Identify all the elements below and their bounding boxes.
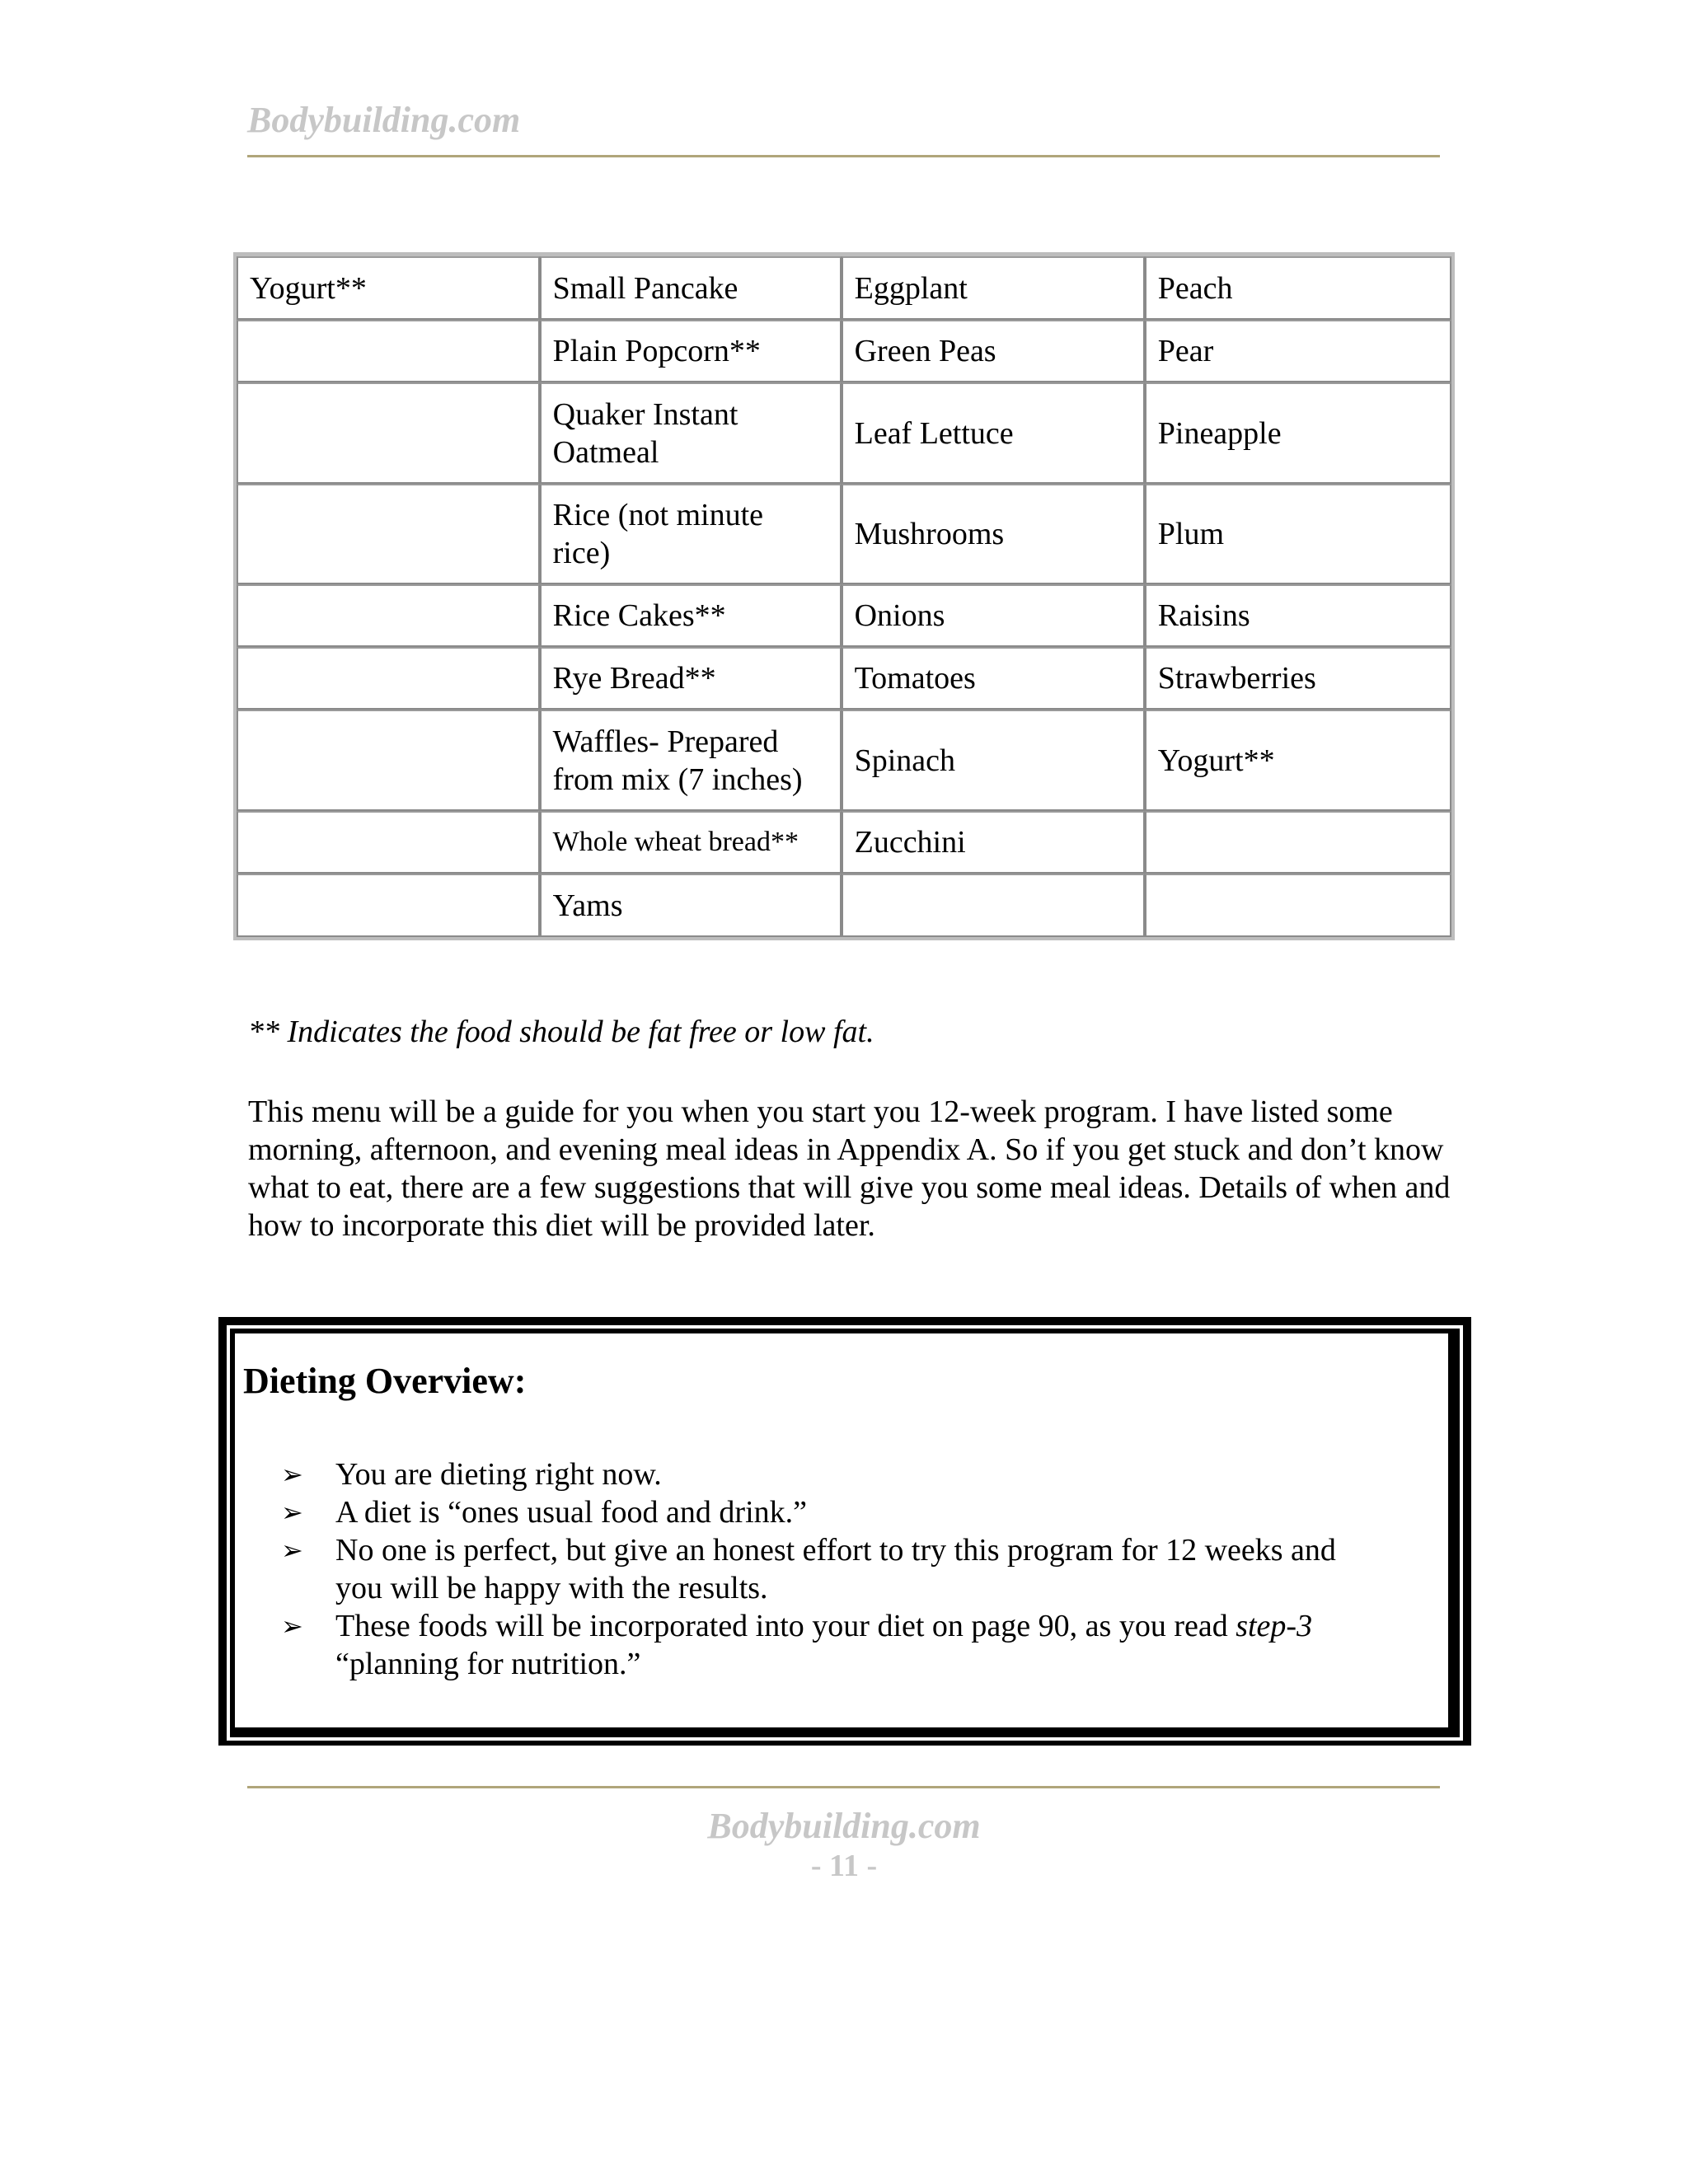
table-cell: Quaker Instant Oatmeal	[540, 382, 842, 484]
page-number: - 11 -	[810, 1849, 878, 1883]
table-cell	[1145, 874, 1451, 937]
table-cell: Whole wheat bread**	[540, 811, 842, 874]
table-row	[237, 647, 1451, 710]
table-cell	[237, 484, 540, 584]
table-row	[237, 484, 1451, 584]
table-cell: Mushrooms	[842, 484, 1145, 584]
overview-list	[281, 1455, 1377, 1683]
table-cell	[237, 874, 540, 937]
table-cell	[237, 584, 540, 647]
table-cell: Rye Bread**	[540, 647, 842, 710]
table-cell: Pineapple	[1145, 382, 1451, 484]
list-item: ➢ A diet is “ones usual food and drink.”	[281, 1495, 808, 1530]
table-cell: Pear	[1145, 320, 1451, 382]
table-row	[237, 874, 1451, 937]
table-row	[237, 584, 1451, 647]
table-cell: Raisins	[1145, 584, 1451, 647]
table-cell: Tomatoes	[842, 647, 1145, 710]
table-cell: Yams	[540, 874, 842, 937]
footnote: ** Indicates the food should be fat free or low fat.	[248, 1015, 874, 1049]
table-cell: Strawberries	[1145, 647, 1451, 710]
table-cell: Rice (not minute rice)	[540, 484, 842, 584]
dieting-overview-box	[218, 1317, 1471, 1746]
table-cell: Yogurt**	[1145, 710, 1451, 811]
table-cell: Leaf Lettuce	[842, 382, 1145, 484]
footer-title: Bodybuilding.com	[707, 1806, 981, 1846]
table-cell: Rice Cakes**	[540, 584, 842, 647]
table-row	[237, 382, 1451, 484]
table-row	[237, 256, 1451, 320]
table-cell	[237, 710, 540, 811]
table-cell: Waffles- Prepared from mix (7 inches)	[540, 710, 842, 811]
table-cell: Spinach	[842, 710, 1145, 811]
body-paragraph: This menu will be a guide for you when you start you 12-week program. I have listed some morning, afternoon, and evening meal ideas in Appendix A. So if you get stuck and don’t know what to eat, there are a few suggestions that will give you some meal ideas. Details of when and how to incorporate this diet will be provided later.	[248, 1094, 1451, 1243]
table-cell: Plum	[1145, 484, 1451, 584]
table-cell	[237, 382, 540, 484]
list-item: ➢ No one is perfect, but give an honest effort to try this program for 12 weeks and you will be happy with the results.	[281, 1533, 1336, 1605]
header-title: Bodybuilding.com	[247, 100, 521, 140]
arrow-bullet-icon: ➢	[281, 1535, 303, 1566]
table-cell: Zucchini	[842, 811, 1145, 874]
table-cell: Yogurt**	[237, 256, 540, 320]
table-row	[237, 710, 1451, 811]
arrow-bullet-icon: ➢	[281, 1459, 303, 1490]
table-cell: Green Peas	[842, 320, 1145, 382]
list-item: ➢ These foods will be incorporated into your diet on page 90, as you read step-3 “planning for nutrition.”	[281, 1609, 1313, 1681]
table-cell: Onions	[842, 584, 1145, 647]
header-rule	[247, 155, 1440, 157]
table-cell	[237, 811, 540, 874]
list-item: ➢ You are dieting right now.	[281, 1457, 662, 1492]
table-row	[237, 811, 1451, 874]
arrow-bullet-icon: ➢	[281, 1497, 303, 1528]
table-cell: Peach	[1145, 256, 1451, 320]
footer-rule	[247, 1786, 1440, 1788]
table-cell	[842, 874, 1145, 937]
table-cell	[237, 320, 540, 382]
food-table	[233, 252, 1455, 940]
table-cell: Small Pancake	[540, 256, 842, 320]
table-cell: Eggplant	[842, 256, 1145, 320]
table-cell	[237, 647, 540, 710]
table-cell: Plain Popcorn**	[540, 320, 842, 382]
arrow-bullet-icon: ➢	[281, 1610, 303, 1642]
table-row	[237, 320, 1451, 382]
overview-title: Dieting Overview:	[243, 1361, 527, 1401]
table-cell	[1145, 811, 1451, 874]
